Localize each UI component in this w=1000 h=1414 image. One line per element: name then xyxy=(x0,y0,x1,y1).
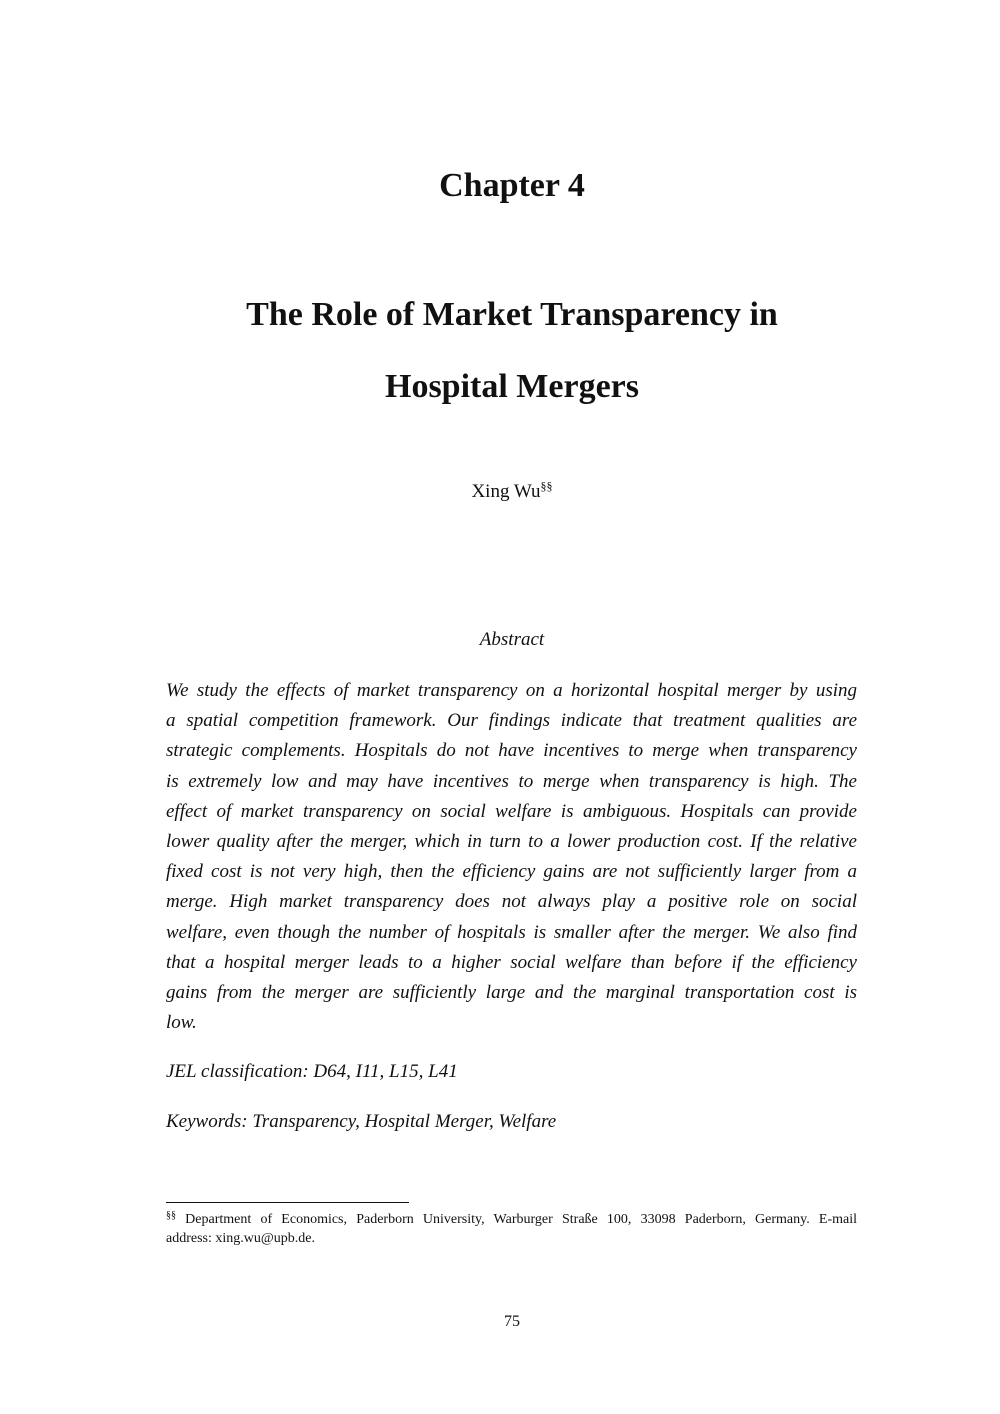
footnote-affiliation: Department of Economics, Paderborn University, Warburger Straße 100, 33098 Paderborn, Germany. E-mail xyxy=(176,1212,857,1227)
abstract-line: that a hospital merger leads to a higher social welfare than before if the efficiency xyxy=(166,951,857,973)
page-number: 75 xyxy=(504,1313,520,1330)
abstract-line: strategic complements. Hospitals do not have incentives to merge when transparency xyxy=(166,740,857,762)
abstract-body xyxy=(166,676,857,1038)
abstract-line: merge. High market transparency does not always play a positive role on social xyxy=(166,891,857,913)
abstract-line: We study the effects of market transparency on a horizontal hospital merger by using xyxy=(166,680,857,701)
footnote-marker: §§ xyxy=(166,1210,176,1221)
footnote-line-2: address: xing.wu@upb.de. xyxy=(166,1231,315,1246)
paper-title-line-1: The Role of Market Transparency in xyxy=(246,296,778,333)
chapter-heading: Chapter 4 xyxy=(439,167,585,204)
abstract-line: is extremely low and may have incentives to merge when transparency is high. The xyxy=(166,770,857,792)
author-name: Xing Wu xyxy=(471,481,541,502)
abstract-line: effect of market transparency on social welfare is ambiguous. Hospitals can provide xyxy=(166,800,857,822)
abstract-heading: Abstract xyxy=(479,629,545,650)
abstract-line: lower quality after the merger, which in turn to a lower production cost. If the relative xyxy=(166,831,857,853)
abstract-line: gains from the merger are sufficiently large and the marginal transportation cost is xyxy=(166,982,857,1004)
paper-title-line-2: Hospital Mergers xyxy=(385,368,639,405)
paper-title xyxy=(0,279,1000,423)
author-footnote-marker: §§ xyxy=(540,479,553,493)
footnote xyxy=(166,1210,857,1248)
abstract-line: low. xyxy=(166,1012,197,1034)
jel-classification: JEL classification: D64, I11, L15, L41 xyxy=(166,1061,458,1082)
footnote-line-1 xyxy=(166,1210,857,1229)
abstract-line: a spatial competition framework. Our findings indicate that treatment qualities are xyxy=(166,710,857,732)
author-line xyxy=(0,478,1000,506)
abstract-line: fixed cost is not very high, then the efficiency gains are not sufficiently larger from a xyxy=(166,861,857,883)
footnote-separator xyxy=(166,1202,409,1203)
abstract-line: welfare, even though the number of hospitals is smaller after the merger. We also find xyxy=(166,921,857,943)
keywords: Keywords: Transparency, Hospital Merger, Welfare xyxy=(166,1111,557,1132)
